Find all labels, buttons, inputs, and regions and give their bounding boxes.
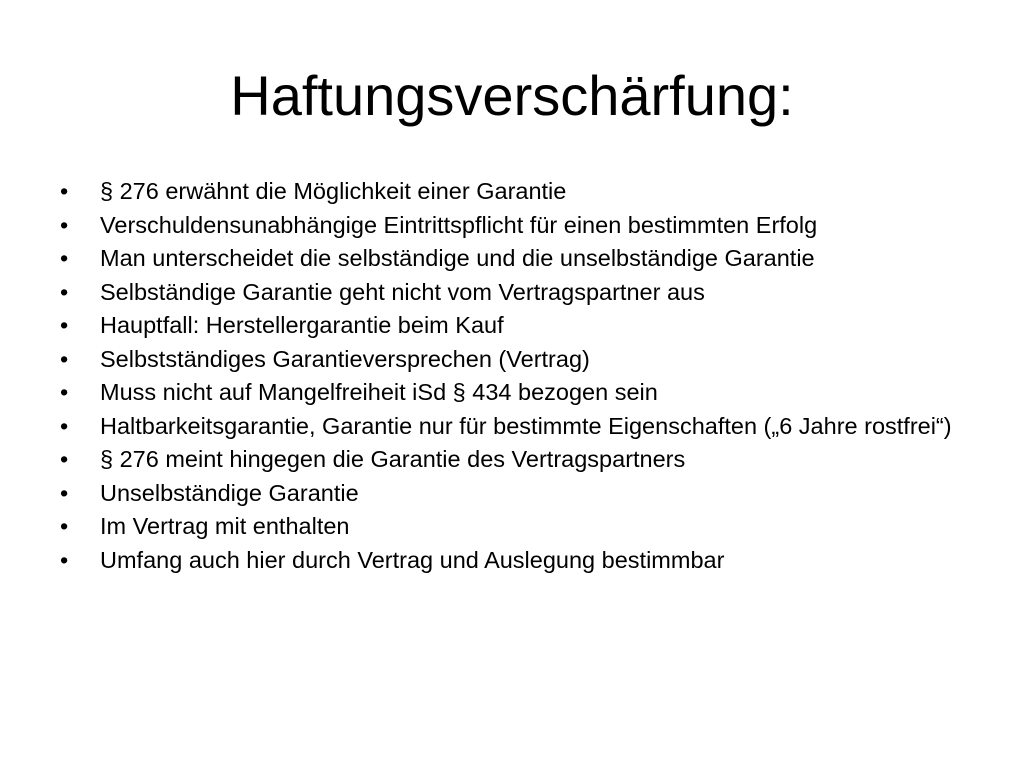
- bullet-marker: •: [60, 278, 69, 305]
- bullet-item: [60, 379, 960, 406]
- bullet-marker: •: [60, 312, 69, 338]
- bullet-marker: •: [60, 345, 69, 372]
- bullet-text: Selbständige Garantie geht nicht vom Vertragspartner aus: [100, 278, 705, 305]
- bullet-item: [60, 279, 960, 306]
- bullet-marker: •: [60, 513, 69, 539]
- slide-title: Haftungsverschärfung:: [230, 64, 794, 127]
- bullet-item: [60, 212, 960, 239]
- bullet-text: Selbstständiges Garantieversprechen (Vertrag): [100, 345, 590, 372]
- bullet-item: [60, 178, 960, 205]
- bullet-item: [60, 245, 960, 272]
- bullet-item: [60, 480, 960, 507]
- bullet-item: [60, 346, 960, 373]
- bullet-marker: •: [60, 379, 69, 405]
- bullet-text: Verschuldensunabhängige Eintrittspflicht für einen bestimmten Erfolg: [100, 211, 818, 238]
- bullet-text: § 276 meint hingegen die Garantie des Vertragspartners: [100, 446, 686, 472]
- bullet-text: Man unterscheidet die selbständige und die unselbständige Garantie: [100, 245, 815, 271]
- bullet-text: § 276 erwähnt die Möglichkeit einer Garantie: [100, 178, 567, 204]
- bullet-item: [60, 547, 960, 574]
- bullet-marker: •: [60, 245, 69, 271]
- bullet-text: Haltbarkeitsgarantie, Garantie nur für bestimmte Eigenschaften („6 Jahre rostfrei“): [100, 412, 952, 439]
- bullet-list: [60, 178, 960, 580]
- bullet-item: [60, 413, 960, 440]
- bullet-text: Im Vertrag mit enthalten: [100, 513, 350, 539]
- bullet-marker: •: [60, 412, 69, 439]
- bullet-item: [60, 312, 960, 339]
- bullet-marker: •: [60, 178, 69, 204]
- bullet-text: Umfang auch hier durch Vertrag und Auslegung bestimmbar: [100, 546, 725, 573]
- bullet-text: Unselbständige Garantie: [100, 479, 359, 506]
- bullet-text: Muss nicht auf Mangelfreiheit iSd § 434 bezogen sein: [100, 379, 658, 405]
- bullet-text: Hauptfall: Herstellergarantie beim Kauf: [100, 312, 504, 338]
- bullet-marker: •: [60, 446, 69, 472]
- bullet-marker: •: [60, 211, 69, 238]
- bullet-item: [60, 446, 960, 473]
- bullet-marker: •: [60, 479, 69, 506]
- bullet-item: [60, 513, 960, 540]
- bullet-marker: •: [60, 546, 69, 573]
